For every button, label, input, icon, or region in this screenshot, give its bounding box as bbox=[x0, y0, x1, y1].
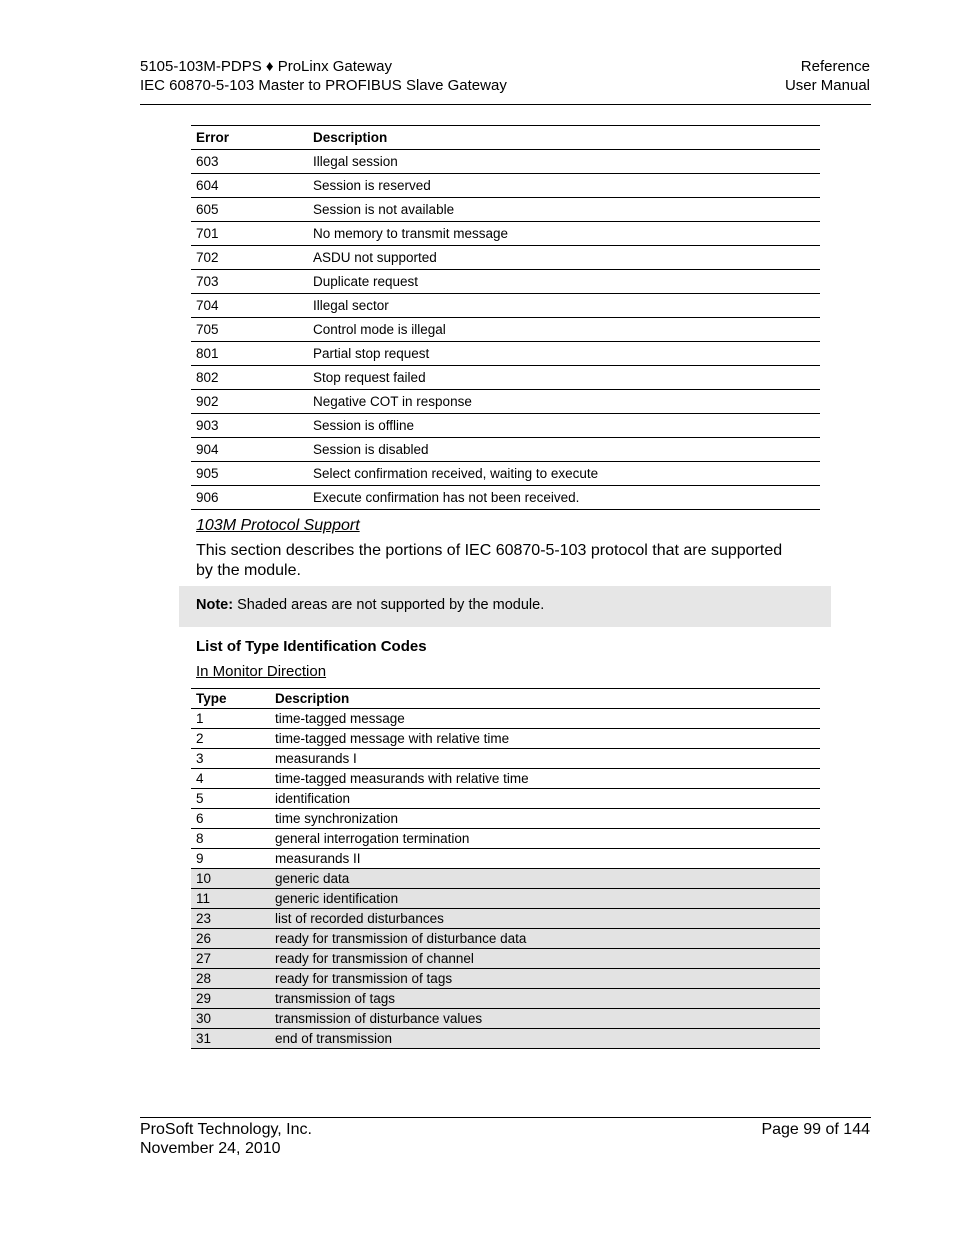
header-section: Reference bbox=[800, 58, 870, 75]
table-row bbox=[191, 849, 820, 869]
type-code-cell: 27 bbox=[191, 949, 270, 969]
table-row bbox=[191, 342, 820, 366]
error-code-cell: 904 bbox=[191, 438, 308, 462]
table-row bbox=[191, 709, 820, 729]
error-code-cell: 704 bbox=[191, 294, 308, 318]
error-code-cell: 702 bbox=[191, 246, 308, 270]
type-description-cell: time-tagged message bbox=[270, 709, 820, 729]
type-code-cell: 28 bbox=[191, 969, 270, 989]
footer-date: November 24, 2010 bbox=[140, 1140, 281, 1157]
table-row bbox=[191, 486, 820, 510]
table-row bbox=[191, 150, 820, 174]
table-row bbox=[191, 909, 820, 929]
error-code-cell: 802 bbox=[191, 366, 308, 390]
error-description-cell: Session is offline bbox=[308, 414, 820, 438]
error-code-cell: 604 bbox=[191, 174, 308, 198]
note-text bbox=[196, 597, 544, 613]
footer-divider bbox=[140, 1117, 871, 1118]
error-description-cell: Illegal sector bbox=[308, 294, 820, 318]
error-code-cell: 605 bbox=[191, 198, 308, 222]
error-code-cell: 903 bbox=[191, 414, 308, 438]
table-row bbox=[191, 809, 820, 829]
type-description-cell: time-tagged message with relative time bbox=[270, 729, 820, 749]
type-description-cell: transmission of disturbance values bbox=[270, 1009, 820, 1029]
page-header-right bbox=[785, 57, 870, 95]
column-header-description: Description bbox=[270, 689, 820, 709]
type-description-cell: measurands I bbox=[270, 749, 820, 769]
footer-company: ProSoft Technology, Inc. bbox=[140, 1121, 312, 1138]
error-description-cell: Duplicate request bbox=[308, 270, 820, 294]
error-description-cell: Select confirmation received, waiting to execute bbox=[308, 462, 820, 486]
table-row bbox=[191, 414, 820, 438]
table-row bbox=[191, 366, 820, 390]
type-description-cell: transmission of tags bbox=[270, 989, 820, 1009]
error-description-cell: Partial stop request bbox=[308, 342, 820, 366]
error-code-cell: 902 bbox=[191, 390, 308, 414]
table-row bbox=[191, 769, 820, 789]
error-description-cell: No memory to transmit message bbox=[308, 222, 820, 246]
type-code-cell: 3 bbox=[191, 749, 270, 769]
type-code-cell: 5 bbox=[191, 789, 270, 809]
type-description-cell: list of recorded disturbances bbox=[270, 909, 820, 929]
type-description-cell: general interrogation termination bbox=[270, 829, 820, 849]
type-code-cell: 2 bbox=[191, 729, 270, 749]
table-row bbox=[191, 729, 820, 749]
header-divider bbox=[140, 104, 871, 105]
note-label: Note: bbox=[196, 597, 234, 613]
table-row bbox=[191, 1009, 820, 1029]
type-identification-table bbox=[191, 688, 820, 1049]
type-code-cell: 26 bbox=[191, 929, 270, 949]
type-code-cell: 23 bbox=[191, 909, 270, 929]
type-description-cell: generic data bbox=[270, 869, 820, 889]
error-description-cell: Illegal session bbox=[308, 150, 820, 174]
type-code-cell: 30 bbox=[191, 1009, 270, 1029]
note-message: Shaded areas are not supported by the module. bbox=[233, 597, 545, 613]
error-description-cell: Control mode is illegal bbox=[308, 318, 820, 342]
column-header-description: Description bbox=[308, 126, 820, 150]
section-title: 103M Protocol Support bbox=[196, 517, 360, 534]
error-description-cell: Negative COT in response bbox=[308, 390, 820, 414]
error-code-cell: 603 bbox=[191, 150, 308, 174]
table-row bbox=[191, 749, 820, 769]
type-table-body bbox=[191, 709, 820, 1049]
type-code-cell: 29 bbox=[191, 989, 270, 1009]
error-description-cell: Session is not available bbox=[308, 198, 820, 222]
column-header-error: Error bbox=[191, 126, 308, 150]
type-code-cell: 8 bbox=[191, 829, 270, 849]
table-row bbox=[191, 174, 820, 198]
page-footer-right bbox=[761, 1120, 870, 1139]
list-subheading: In Monitor Direction bbox=[196, 663, 327, 680]
error-code-cell: 905 bbox=[191, 462, 308, 486]
table-row bbox=[191, 318, 820, 342]
error-description-cell: Stop request failed bbox=[308, 366, 820, 390]
type-code-cell: 31 bbox=[191, 1029, 270, 1049]
type-code-cell: 1 bbox=[191, 709, 270, 729]
type-description-cell: generic identification bbox=[270, 889, 820, 909]
error-description-cell: Session is reserved bbox=[308, 174, 820, 198]
column-header-type: Type bbox=[191, 689, 270, 709]
type-description-cell: ready for transmission of disturbance data bbox=[270, 929, 820, 949]
type-description-cell: time synchronization bbox=[270, 809, 820, 829]
table-row bbox=[191, 789, 820, 809]
table-header-row bbox=[191, 689, 820, 709]
table-row bbox=[191, 438, 820, 462]
error-table-body bbox=[191, 150, 820, 510]
table-row bbox=[191, 462, 820, 486]
table-row bbox=[191, 222, 820, 246]
type-description-cell: end of transmission bbox=[270, 1029, 820, 1049]
error-code-cell: 701 bbox=[191, 222, 308, 246]
table-row bbox=[191, 1029, 820, 1049]
page-header-left bbox=[140, 57, 507, 95]
type-code-cell: 9 bbox=[191, 849, 270, 869]
type-code-cell: 10 bbox=[191, 869, 270, 889]
list-heading: List of Type Identification Codes bbox=[196, 638, 427, 655]
table-row bbox=[191, 246, 820, 270]
error-description-cell: Execute confirmation has not been received. bbox=[308, 486, 820, 510]
table-row bbox=[191, 869, 820, 889]
header-product-subtitle: IEC 60870-5-103 Master to PROFIBUS Slave Gateway bbox=[140, 77, 507, 94]
table-row bbox=[191, 969, 820, 989]
error-description-cell: Session is disabled bbox=[308, 438, 820, 462]
type-code-cell: 6 bbox=[191, 809, 270, 829]
note-box bbox=[179, 586, 831, 627]
type-description-cell: ready for transmission of tags bbox=[270, 969, 820, 989]
type-code-cell: 11 bbox=[191, 889, 270, 909]
table-row bbox=[191, 270, 820, 294]
table-header-row bbox=[191, 126, 820, 150]
table-row bbox=[191, 989, 820, 1009]
type-description-cell: time-tagged measurands with relative time bbox=[270, 769, 820, 789]
section-body-text: This section describes the portions of IEC 60870-5-103 protocol that are supported by the module. bbox=[196, 542, 783, 579]
table-row bbox=[191, 889, 820, 909]
table-row bbox=[191, 929, 820, 949]
type-description-cell: identification bbox=[270, 789, 820, 809]
type-code-cell: 4 bbox=[191, 769, 270, 789]
error-code-cell: 906 bbox=[191, 486, 308, 510]
table-row bbox=[191, 829, 820, 849]
header-document-type: User Manual bbox=[784, 77, 870, 94]
header-product-line: 5105-103M-PDPS ♦ ProLinx Gateway bbox=[140, 58, 392, 75]
type-description-cell: measurands II bbox=[270, 849, 820, 869]
error-code-cell: 703 bbox=[191, 270, 308, 294]
table-row bbox=[191, 198, 820, 222]
type-description-cell: ready for transmission of channel bbox=[270, 949, 820, 969]
error-code-cell: 801 bbox=[191, 342, 308, 366]
page-footer-left bbox=[140, 1120, 312, 1158]
table-row bbox=[191, 390, 820, 414]
error-description-cell: ASDU not supported bbox=[308, 246, 820, 270]
table-row bbox=[191, 949, 820, 969]
error-codes-table bbox=[191, 125, 820, 510]
page-number: Page 99 of 144 bbox=[761, 1121, 870, 1138]
error-code-cell: 705 bbox=[191, 318, 308, 342]
table-row bbox=[191, 294, 820, 318]
